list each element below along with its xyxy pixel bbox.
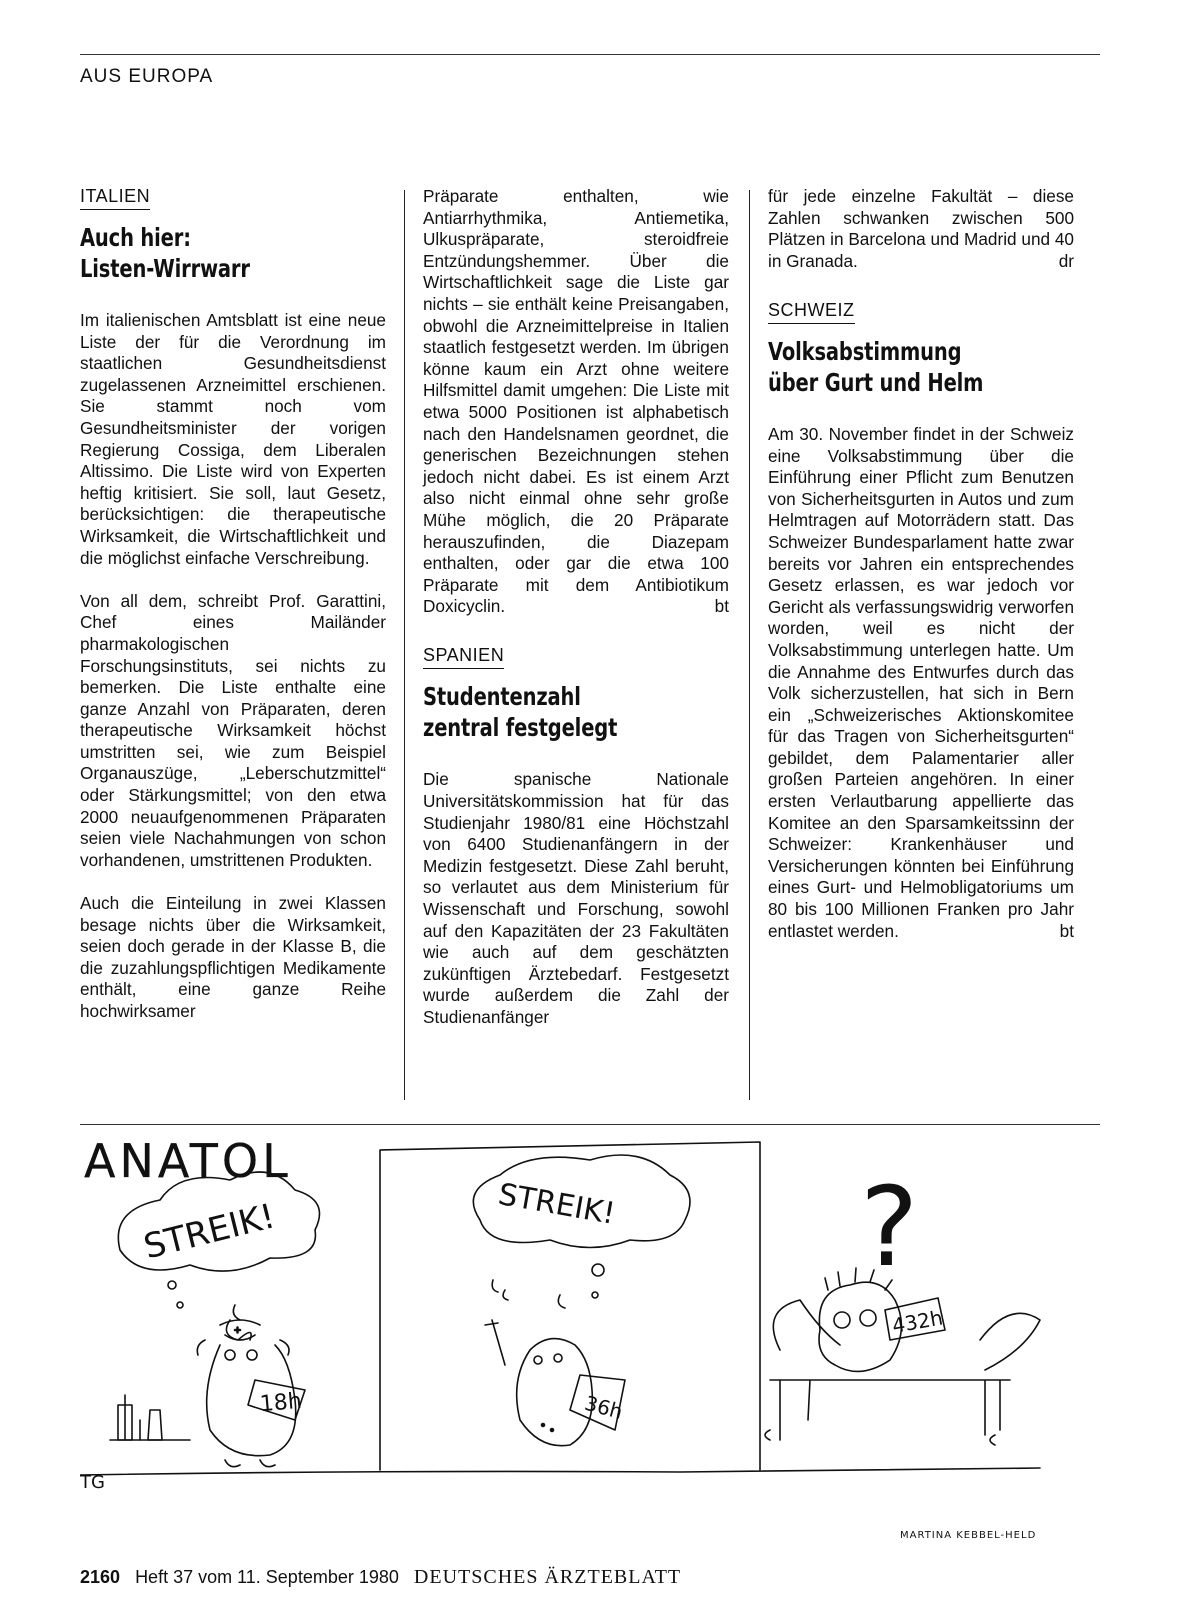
paragraph-text: Am 30. November findet in der Schweiz eine Volksabstimmung über die Einführung einer Pflicht zum Benutzen von Sicherheitsgurten in Autos und zum Helmtragen auf Motorrädern statt. Das Schweizer Bundesparlament hatte zwar bereits vor Jahren ein entsprechendes Gesetz erlassen, es war jedoch vor Gericht als verfassungswidrig verworfen worden, weil es nicht der Volksabstimmung unterlegen hatte. Um die Annahme des Entwurfes durch das Volk sicherzustellen, hat sich in Bern ein „Schweizerisches Aktionskomitee für das Tragen von Sicherheitsgurten“ gebildet, dem Palamentarier aller großen Parteien angehören. In einer ersten Verlautbarung appellierte das Komitee an den Sparsamkeitssinn der Schweizer: Krankenhäuser und Versicherungen könnten bei Einführung eines Gurt- und Helmobligatoriums um 80 bis 100 Millionen Franken pro Jahr entlastet werden. bbox=[768, 423, 1074, 941]
comic-title: ANATOL bbox=[84, 1134, 292, 1188]
headline-spanien bbox=[423, 681, 729, 743]
author-sign: bt bbox=[1059, 920, 1074, 941]
paragraph bbox=[768, 424, 1074, 942]
dot bbox=[551, 1429, 554, 1432]
question-mark: ? bbox=[860, 1163, 919, 1291]
paragraph-text: Präparate enthalten, wie Antiarrhythmika, Antiemetika, Ulkuspräparate, steroidfreie Entzündungshemmer. Über die Wirtschaftlichkeit sage die Liste gar nichts – sie enthält keine Preisangaben, obwohl die Arzneimittelpreise in Italien staatlich festgesetzt werden. Im übrigen könne kaum ein Arzt ohne weitere Hilfsmittel damit umgehen: Die Liste mit etwa 5000 Positionen ist alphabetisch nach den Handelsnamen geordnet, die generischen Bezeichnungen stehen jedoch nicht dabei. Es ist einem Arzt also nicht einmal ohne sehr große Mühe möglich, die 20 Präparate herauszufinden, die Diazepam enthalten, oder gar die etwa 100 Präparate mit dem Antibiotikum Doxicyclin. bbox=[423, 186, 729, 617]
column-3 bbox=[768, 186, 1074, 964]
paragraph-text: für jede einzelne Fakultät – diese Zahlen schwanken zwischen 500 Plätzen in Barcelona und Madrid und 40 in Granada. bbox=[768, 186, 1074, 271]
comic-panel-1 bbox=[80, 1172, 320, 1493]
kicker-italien: ITALIEN bbox=[80, 186, 150, 210]
paragraph: Von all dem, schreibt Prof. Garattini, Chef eines Mailänder pharmakologischen Forschungsinstituts, sei nichts zu bemerken. Die Liste enthalte eine ganze Anzahl von Präparaten, deren therapeutische Wirksamkeit höchst umstritten sei, wie zum Beispiel Organauszüge, „Leberschutzmittel“ oder Stärkungsmittel; von den etwa 2000 neuaufgenommenen Präparaten seien viele Nachahmungen von schon vorhandenen, umstrittenen Produkten. bbox=[80, 590, 386, 870]
bubble-text: STREIK! bbox=[139, 1196, 279, 1268]
thought-dot bbox=[592, 1292, 598, 1298]
headline-line-2: Listen-Wirrwarr bbox=[80, 254, 250, 283]
thought-dot bbox=[168, 1281, 176, 1289]
paragraph: Die spanische Nationale Universitätskommission hat für das Studienjahr 1980/81 eine Höchstzahl von 6400 Studienanfängern in der Medizin festgesetzt. Diese Zahl beruht, so verlautet aus dem Ministerium für Wissenschaft und Forschung, sowohl auf den Kapazitäten der 23 Fakultäten wie auch auf dem geschätzten zukünftigen Ärztebedarf. Festgesetzt wurde außerdem die Zahl der Studienanfänger bbox=[423, 769, 729, 1027]
paragraph bbox=[768, 186, 1074, 272]
hair-curls bbox=[197, 1340, 289, 1355]
top-rule bbox=[80, 54, 1100, 55]
sign-text: 18h bbox=[258, 1388, 303, 1418]
eye bbox=[247, 1350, 257, 1360]
paragraph: Auch die Einteilung in zwei Klassen besage nichts über die Wirksamkeit, seien doch gerade in der Klasse B, die die zuzahlungspflichtigen Medikamente enthält, eine ganze Reihe hochwirksamer bbox=[80, 893, 386, 1021]
page-footer bbox=[80, 1566, 681, 1589]
issue-info: Heft 37 vom 11. September 1980 bbox=[135, 1567, 399, 1587]
eye bbox=[225, 1350, 235, 1360]
kicker-schweiz: SCHWEIZ bbox=[768, 300, 855, 324]
paragraph bbox=[423, 186, 729, 618]
bottles bbox=[118, 1395, 162, 1440]
bubble-text: STREIK! bbox=[495, 1176, 618, 1232]
thought-dot bbox=[592, 1264, 604, 1276]
syringe bbox=[485, 1320, 505, 1365]
kicker-spanien: SPANIEN bbox=[423, 645, 504, 669]
cross-icon bbox=[235, 1328, 240, 1333]
eye bbox=[554, 1354, 562, 1362]
headline-line-2: zentral festgelegt bbox=[423, 713, 618, 743]
headline-schweiz bbox=[768, 336, 1074, 398]
column-2 bbox=[423, 186, 729, 1050]
comic-strip bbox=[80, 1130, 1100, 1550]
headline-line-1: Studentenzahl bbox=[423, 682, 581, 712]
sign-text: 432h bbox=[890, 1305, 945, 1338]
sweat-drops bbox=[492, 1280, 565, 1308]
eye bbox=[860, 1310, 876, 1326]
owl-head bbox=[819, 1282, 901, 1371]
artist-signature: MARTINA KEBBEL-HELD bbox=[900, 1530, 1037, 1541]
dot bbox=[542, 1424, 545, 1427]
headline-line-1: Auch hier: bbox=[80, 223, 191, 252]
sign-text: 36h bbox=[582, 1390, 626, 1424]
column-divider bbox=[749, 190, 750, 1100]
comic-panel-2 bbox=[473, 1155, 690, 1446]
artist-initials: TG bbox=[80, 1472, 105, 1493]
headline-line-2: über Gurt und Helm bbox=[768, 367, 984, 397]
author-sign: bt bbox=[714, 596, 729, 617]
page-number: 2160 bbox=[80, 1567, 121, 1587]
thought-dot bbox=[177, 1302, 183, 1308]
comic-panel-3 bbox=[765, 1163, 1040, 1541]
eye bbox=[834, 1312, 850, 1328]
ground-line bbox=[80, 1468, 1040, 1475]
comic-top-rule bbox=[80, 1124, 1100, 1125]
paragraph: Im italienischen Amtsblatt ist eine neue Liste der für die Verordnung im staatlichen Gesundheitsdienst zugelassenen Arzneimittel erschienen. Sie stammt noch vom Gesundheitsminister der vorigen Regierung Cossiga, dem Liberalen Altissimo. Die Liste wird von Experten heftig kritisiert. Sie soll, laut Gesetz, berücksichtigen: die therapeutische Wirksamkeit, die Wirtschaftlichkeit und die möglichst einfache Verschreibung. bbox=[80, 310, 386, 568]
eye bbox=[534, 1356, 542, 1364]
journal-name: DEUTSCHES ÄRZTEBLATT bbox=[413, 1566, 682, 1588]
headline-line-1: Volksabstimmung bbox=[768, 336, 962, 366]
sweat-drop bbox=[233, 1305, 240, 1320]
headline-italien bbox=[80, 222, 386, 284]
owl-body bbox=[517, 1339, 593, 1446]
bed bbox=[770, 1380, 1010, 1440]
owl-feet bbox=[225, 1460, 275, 1467]
feet bbox=[765, 1430, 995, 1445]
column-1 bbox=[80, 186, 386, 1044]
section-label: AUS EUROPA bbox=[80, 66, 214, 87]
column-divider bbox=[404, 190, 405, 1100]
author-sign: dr bbox=[1058, 250, 1074, 271]
